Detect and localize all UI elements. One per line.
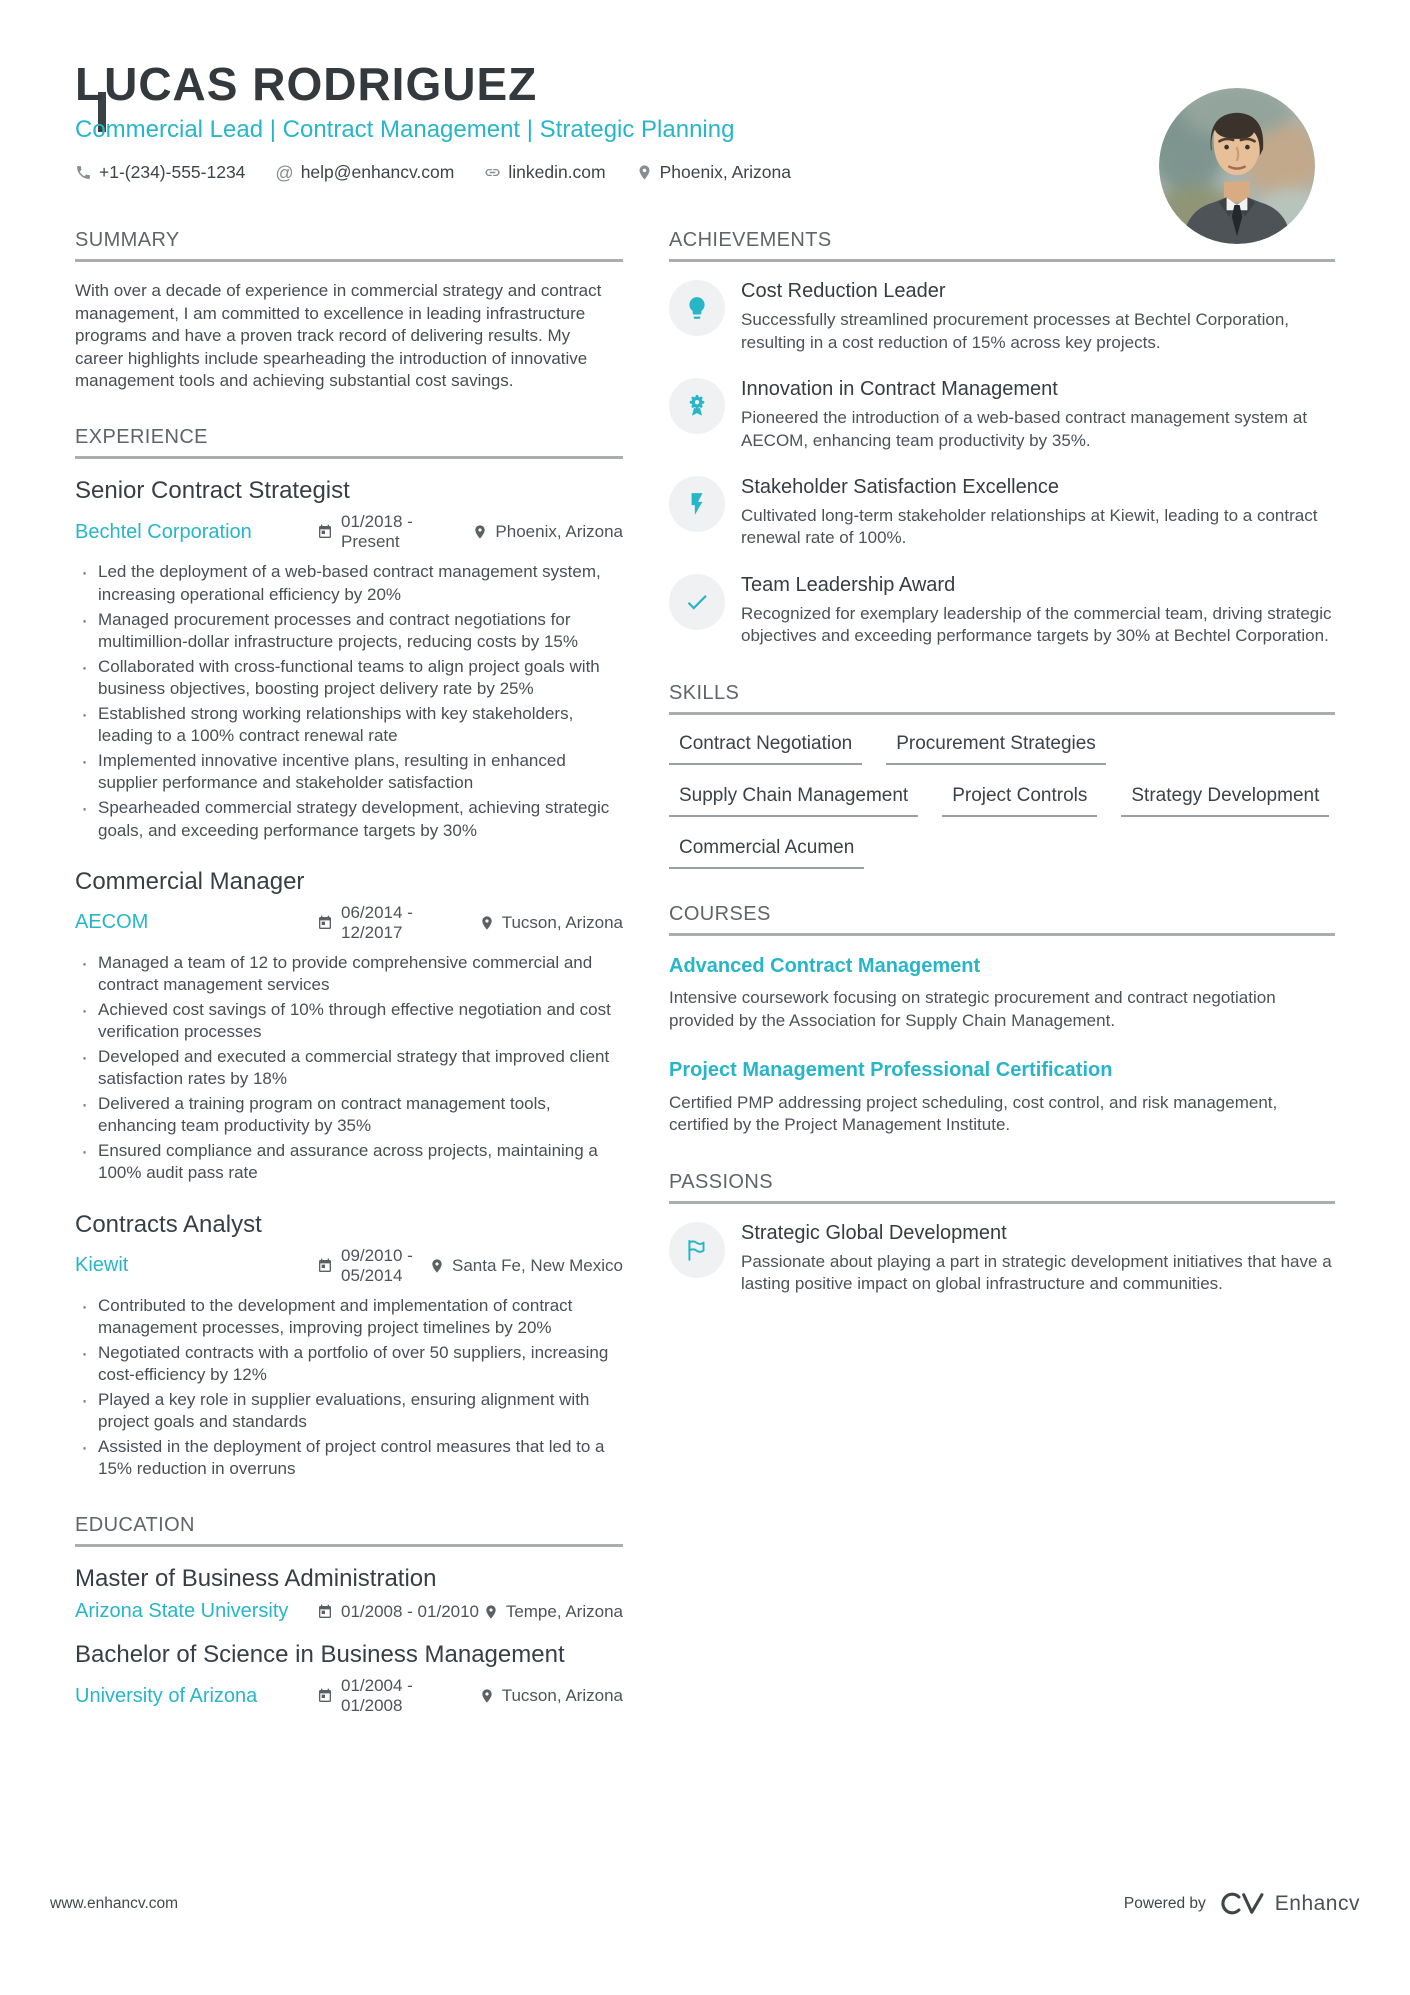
passion-title: Strategic Global Development	[741, 1221, 1007, 1244]
bullet-item: · Assisted in the deployment of project control measures that led to a 15% reduction in overruns	[75, 1436, 623, 1480]
skill-item: Supply Chain Management	[669, 785, 918, 817]
achievement-text: Cultivated long-term stakeholder relationships at Kiewit, leading to a contract renewal rate of 100%.	[741, 506, 1318, 548]
degree-title: Master of Business Administration	[75, 1565, 437, 1593]
achievement-text: Recognized for exemplary leadership of the commercial team, driving strategic objectives and exceeding performance targets by 30% at Bechtel Corporation.	[741, 603, 1332, 646]
location-pin-icon	[479, 915, 495, 931]
achievement-icon-circle	[669, 378, 725, 434]
course-text: Certified PMP addressing project scheduling, cost control, and risk management, certified by the Project Management Institute.	[669, 1092, 1278, 1135]
passion-item	[669, 1222, 1335, 1296]
calendar-icon	[317, 1258, 333, 1274]
achievement-item	[669, 378, 1335, 452]
bullet-item: · Achieved cost savings of 10% through effective negotiation and cost verification processes	[75, 999, 623, 1043]
lightbulb-icon	[684, 295, 710, 321]
achievement-item	[669, 280, 1335, 354]
experience-section	[75, 426, 623, 1480]
degree-meta	[75, 1676, 623, 1716]
site-url[interactable]: www.enhancv.com	[50, 1894, 179, 1912]
contact-linkedin-text: linkedin.com	[508, 162, 606, 183]
job-dates	[317, 1246, 429, 1286]
job-entry	[75, 868, 623, 1185]
calendar-icon	[317, 524, 333, 540]
job-location-text: Santa Fe, New Mexico	[451, 1255, 623, 1275]
job-bullets	[75, 952, 623, 1185]
degree-dates-text: 01/2004 - 01/2008	[341, 1676, 413, 1716]
course-title: Advanced Contract Management	[669, 954, 981, 977]
footer	[50, 1890, 1360, 1917]
achievement-icon-circle	[669, 280, 725, 336]
education-heading: EDUCATION	[75, 1514, 623, 1547]
link-icon	[484, 164, 501, 181]
left-column	[75, 229, 623, 1750]
location-pin-icon	[483, 1604, 499, 1620]
check-icon	[684, 589, 710, 615]
right-column	[669, 229, 1335, 1750]
headshot-photo	[1159, 88, 1315, 244]
calendar-icon	[317, 1688, 333, 1704]
job-dates-text: 01/2018 - Present	[341, 512, 413, 552]
skills-list	[669, 733, 1335, 869]
job-dates	[317, 903, 479, 943]
achievement-title: Innovation in Contract Management	[741, 378, 1058, 401]
skill-item: Strategy Development	[1121, 785, 1329, 817]
job-location	[429, 1256, 623, 1276]
education-section	[75, 1514, 623, 1716]
school-name: Arizona State University	[75, 1600, 289, 1623]
degree-dates	[317, 1676, 479, 1716]
bullet-item: · Collaborated with cross-functional teams to align project goals with business objectives, boosting project delivery rate by 25%	[75, 656, 623, 700]
bullet-item: · Contributed to the development and implementation of contract management processes, improving project timelines by 20%	[75, 1295, 623, 1339]
bullet-item: · Negotiated contracts with a portfolio of over 50 suppliers, increasing cost-efficiency by 12%	[75, 1342, 623, 1386]
summary-text: With over a decade of experience in commercial strategy and contract management, I am committed to excellence in leading infrastructure programs and have a proven track record of delivering results. My career highlights include spearheading the introduction of innovative management tools and achieving substantial cost savings.	[75, 281, 602, 391]
contact-phone-text: +1-(234)-555-1234	[99, 162, 246, 183]
bullet-item: · Established strong working relationships with key stakeholders, leading to a 100% contract renewal rate	[75, 703, 623, 747]
job-dates-text: 09/2010 - 05/2014	[341, 1245, 413, 1285]
achievement-text: Pioneered the introduction of a web-based contract management system at AECOM, enhancing team productivity by 35%.	[741, 408, 1308, 450]
degree-location-text: Tucson, Arizona	[501, 1686, 623, 1706]
calendar-icon	[317, 1604, 333, 1620]
skills-heading: SKILLS	[669, 682, 1335, 715]
degree-entry	[75, 1641, 623, 1716]
bullet-item: · Led the deployment of a web-based contract management system, increasing operational efficiency by 20%	[75, 561, 623, 605]
bullet-item: · Ensured compliance and assurance across projects, maintaining a 100% audit pass rate	[75, 1140, 623, 1184]
contact-email-text: help@enhancv.com	[300, 162, 455, 183]
passions-section	[669, 1171, 1335, 1296]
company-name: AECOM	[75, 911, 149, 934]
skill-item: Project Controls	[942, 785, 1097, 817]
company-name: Bechtel Corporation	[75, 520, 252, 543]
courses-section	[669, 903, 1335, 1137]
degree-location	[479, 1686, 623, 1706]
bullet-item: · Delivered a training program on contract management tools, enhancing team productivity by 35%	[75, 1093, 623, 1137]
job-dates	[317, 512, 472, 552]
bullet-item: · Developed and executed a commercial strategy that improved client satisfaction rates by 18%	[75, 1046, 623, 1090]
job-meta	[75, 1246, 623, 1286]
job-entry	[75, 477, 623, 841]
job-location-text: Phoenix, Arizona	[495, 522, 623, 542]
skill-item: Procurement Strategies	[886, 733, 1106, 765]
flag-icon	[684, 1237, 710, 1263]
job-bullets	[75, 561, 623, 841]
experience-heading: EXPERIENCE	[75, 426, 623, 459]
course-text: Intensive coursework focusing on strategic procurement and contract negotiation provided by the Association for Supply Chain Management.	[669, 988, 1276, 1030]
skills-section	[669, 682, 1335, 869]
course-title: Project Management Professional Certification	[669, 1059, 1113, 1082]
bullet-item: · Spearheaded commercial strategy development, achieving strategic goals, and exceeding performance targets by 30%	[75, 797, 623, 841]
person-name: LUCAS RODRIGUEZ	[75, 58, 538, 110]
courses-heading: COURSES	[669, 903, 1335, 936]
achievements-heading: ACHIEVEMENTS	[669, 229, 1335, 262]
at-icon: @	[275, 162, 294, 183]
phone-icon	[75, 164, 92, 181]
achievements-section	[669, 229, 1335, 648]
location-pin-icon	[429, 1258, 445, 1274]
job-meta	[75, 903, 623, 943]
location-pin-icon	[636, 164, 653, 181]
enhancv-brand[interactable]	[1220, 1890, 1360, 1917]
degree-title: Bachelor of Science in Business Management	[75, 1641, 565, 1669]
degree-entry	[75, 1565, 623, 1623]
contact-location-text: Phoenix, Arizona	[659, 162, 791, 183]
passion-text: Passionate about playing a part in strategic development initiatives that have a lasting positive impact on global infrastructure and communities.	[741, 1251, 1332, 1294]
degree-dates	[317, 1602, 483, 1622]
main-columns	[75, 229, 1335, 1750]
bullet-item: · Managed a team of 12 to provide comprehensive commercial and contract management services	[75, 952, 623, 996]
contact-linkedin[interactable]	[484, 162, 605, 183]
summary-section	[75, 229, 623, 392]
passion-icon-circle	[669, 1222, 725, 1278]
degree-dates-text: 01/2008 - 01/2010	[341, 1601, 480, 1621]
job-title: Commercial Manager	[75, 867, 305, 895]
avatar	[1159, 88, 1315, 244]
job-entry	[75, 1211, 623, 1481]
job-dates-text: 06/2014 - 12/2017	[341, 902, 413, 942]
headline: Commercial Lead | Contract Management | Strategic Planning	[75, 116, 735, 144]
achievement-icon-circle	[669, 476, 725, 532]
header	[75, 60, 1335, 183]
location-pin-icon	[479, 1688, 495, 1704]
course-item	[669, 954, 1335, 1032]
bullet-item: · Implemented innovative incentive plans, resulting in enhanced supplier performance and stakeholder satisfaction	[75, 750, 623, 794]
skill-item: Commercial Acumen	[669, 837, 864, 869]
job-bullets	[75, 1295, 623, 1481]
contact-phone[interactable]	[75, 162, 245, 183]
contact-email[interactable]	[275, 162, 454, 183]
job-title: Senior Contract Strategist	[75, 477, 350, 505]
powered-by-label: Powered by	[1123, 1894, 1206, 1912]
course-item	[669, 1058, 1335, 1136]
degree-location	[483, 1602, 623, 1622]
achievement-icon-circle	[669, 574, 725, 630]
bolt-icon	[684, 491, 710, 517]
school-name: University of Arizona	[75, 1684, 258, 1707]
contact-location	[636, 162, 791, 183]
achievement-item	[669, 574, 1335, 648]
achievement-title: Cost Reduction Leader	[741, 280, 946, 303]
degree-location-text: Tempe, Arizona	[505, 1601, 623, 1621]
degree-meta	[75, 1600, 623, 1623]
contact-row	[75, 162, 1015, 183]
bullet-item: · Managed procurement processes and contract negotiations for multimillion-dollar infrastructure projects, reducing costs by 15%	[75, 609, 623, 653]
job-title: Contracts Analyst	[75, 1210, 262, 1238]
passions-heading: PASSIONS	[669, 1171, 1335, 1204]
job-meta	[75, 512, 623, 552]
bullet-item: · Played a key role in supplier evaluations, ensuring alignment with project goals and standards	[75, 1389, 623, 1433]
achievement-item	[669, 476, 1335, 550]
location-pin-icon	[472, 524, 488, 540]
skill-item: Contract Negotiation	[669, 733, 862, 765]
enhancv-wordmark: Enhancv	[1274, 1891, 1360, 1915]
job-location	[479, 913, 623, 933]
achievement-text: Successfully streamlined procurement processes at Bechtel Corporation, resulting in a cost reduction of 15% across key projects.	[741, 310, 1290, 352]
medal-icon	[684, 393, 710, 419]
achievement-title: Team Leadership Award	[741, 573, 956, 596]
achievement-title: Stakeholder Satisfaction Excellence	[741, 476, 1059, 499]
summary-heading: SUMMARY	[75, 229, 623, 262]
calendar-icon	[317, 915, 333, 931]
job-location	[472, 522, 623, 542]
powered-by	[1124, 1890, 1360, 1917]
company-name: Kiewit	[75, 1254, 129, 1277]
job-location-text: Tucson, Arizona	[501, 912, 623, 932]
enhancv-logo-icon	[1220, 1890, 1266, 1917]
